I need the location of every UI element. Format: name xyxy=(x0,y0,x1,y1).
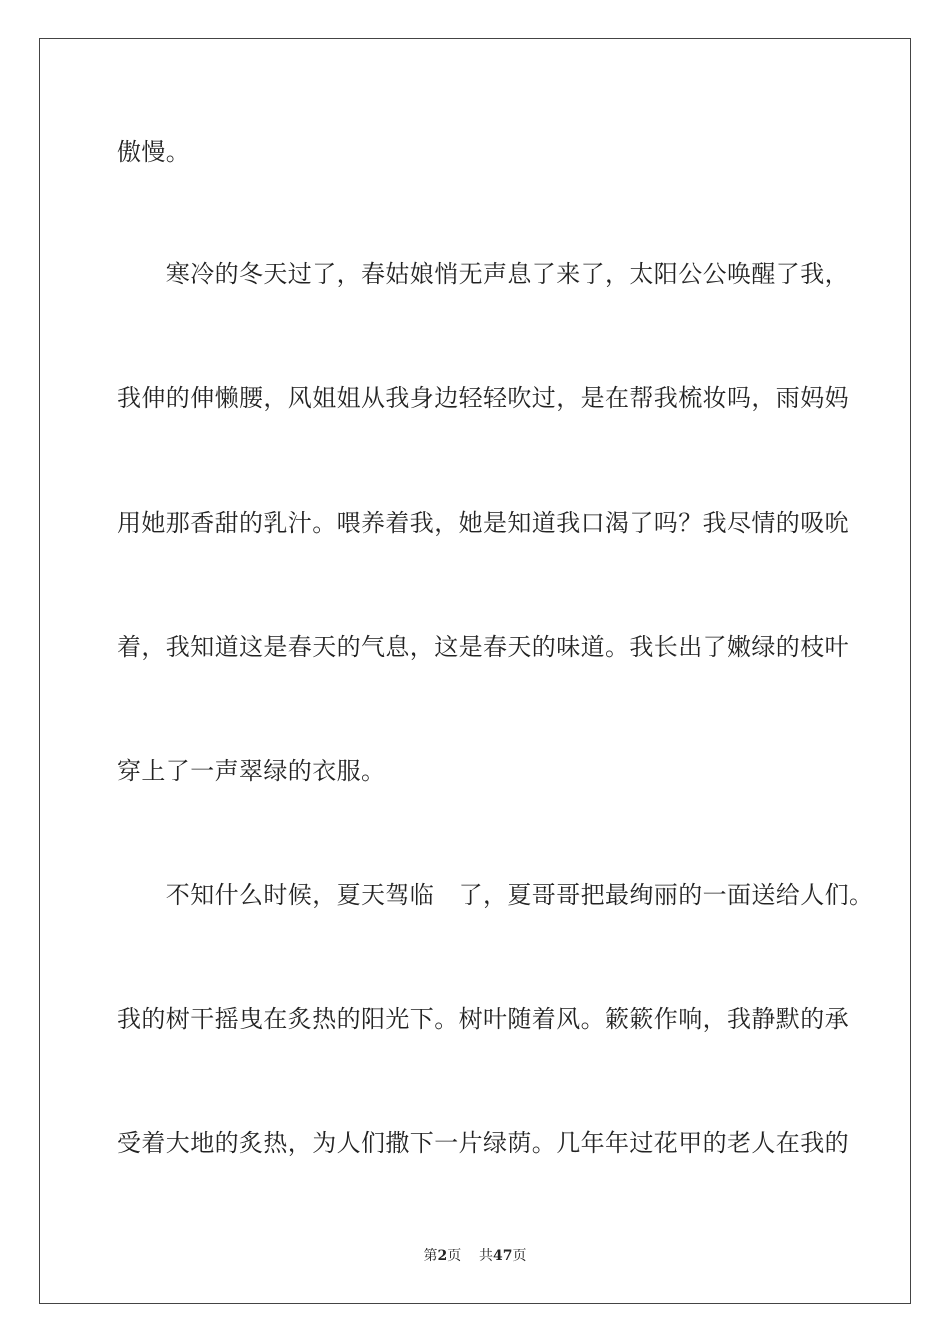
body-text-line-9: 受着大地的炙热，为人们撒下一片绿荫。几年年过花甲的老人在我的 xyxy=(117,1129,849,1157)
body-text-line-6: 穿上了一声翠绿的衣服。 xyxy=(117,757,386,785)
total-prefix: 共 xyxy=(479,1248,494,1264)
body-text-line-1: 傲慢。 xyxy=(117,138,191,166)
current-page-number: 2 xyxy=(437,1248,448,1264)
body-text-line-7: 不知什么时候，夏天驾临 了，夏哥哥把最绚丽的一面送给人们。 xyxy=(117,881,874,909)
page-footer xyxy=(0,1247,950,1265)
body-text-line-4: 用她那香甜的乳汁。喂养着我，她是知道我口渴了吗？我尽情的吸吮 xyxy=(117,509,849,537)
page-suffix: 页 xyxy=(447,1248,462,1264)
page-border xyxy=(39,38,911,1304)
total-suffix: 页 xyxy=(512,1248,527,1264)
body-text-line-2: 寒冷的冬天过了，春姑娘悄无声息了来了，太阳公公唤醒了我， xyxy=(117,260,849,288)
body-text-line-5: 着，我知道这是春天的气息，这是春天的味道。我长出了嫩绿的枝叶 xyxy=(117,633,849,661)
total-pages-number: 47 xyxy=(493,1248,513,1264)
body-text-line-3: 我伸的伸懒腰，风姐姐从我身边轻轻吹过，是在帮我梳妆吗，雨妈妈 xyxy=(117,384,849,412)
body-text-line-8: 我的树干摇曳在炙热的阳光下。树叶随着风。簌簌作响，我静默的承 xyxy=(117,1005,849,1033)
page-prefix: 第 xyxy=(423,1248,438,1264)
